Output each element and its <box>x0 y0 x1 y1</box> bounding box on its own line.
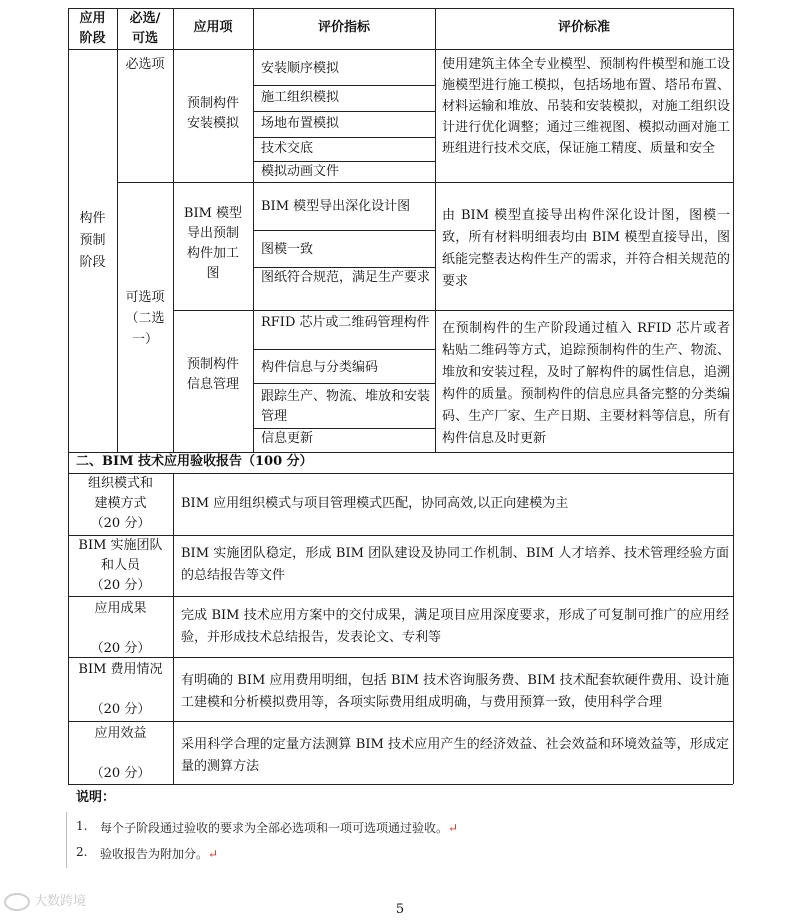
row-content: BIM 实施团队稳定，形成 BIM 团队建设及协同工作机制、BIM 人才培养、技术管理经验方面的总结报告等文件 <box>181 546 729 583</box>
row-content: 完成 BIM 技术应用方案中的交付成果，满足项目应用深度要求，形成了可复制可推广的应用经验，并形成技术总结报告，发表论文、专利等 <box>181 608 729 645</box>
row-label: 组织模式和 建模方式 （20 分） <box>87 476 153 531</box>
indicator-row: 图纸符合规范，满足生产要求 <box>261 270 431 285</box>
row-label: 应用效益 （20 分） <box>90 726 151 781</box>
header-stage: 应用 阶段 <box>79 11 106 46</box>
indicator-row: RFID 芯片或二维码管理构件 <box>261 315 430 330</box>
header-required: 必选/ 可选 <box>129 11 161 46</box>
standard-text: 使用建筑主体全专业模型、预制构件模型和施工设施模型进行施工模拟，包括场地布置、塔吊布置、材料运输和堆放、吊装和安装模拟，对施工组织设计进行优化调整；通过三维视图、模拟动画对施工班组进行技术交底，保证施工精度、质量和安全 <box>442 57 730 156</box>
item-bim-export: BIM 模型 导出预制 构件加工 图 <box>183 206 243 281</box>
indicator-row: BIM 模型导出深化设计图 <box>261 199 411 214</box>
optional-label: 可选项 （二选 一） <box>125 290 165 347</box>
indicator-row: 图模一致 <box>261 242 314 257</box>
stage-label: 构件 预制 阶段 <box>79 211 106 270</box>
note-text: 每个子阶段通过验收的要求为全部必选项和一项可选项通过验收。↵ <box>100 821 459 835</box>
watermark-logo-icon <box>4 893 30 911</box>
row-content: 有明确的 BIM 应用费用明细，包括 BIM 技术咨询服务费、BIM 技术配套软硬件费用、设计施工建模和分析模拟费用等，各项实际费用组成明确，与费用预算一致，使用科学合理 <box>181 673 729 710</box>
watermark: 大数跨境 <box>4 890 86 911</box>
row-content: 采用科学合理的定量方法测算 BIM 技术应用产生的经济效益、社会效益和环境效益等，形成定量的测算方法 <box>181 737 729 774</box>
page-number: 5 <box>395 902 405 917</box>
standard-text: 在预制构件的生产阶段通过植入 RFID 芯片或者粘贴二维码等方式，追踪预制构件的生产、物流、堆放和安装过程，及时了解构件的属性信息，追溯构件的质量。预制构件的信息应具备完整的分类编码、生产厂家、生产日期、主要材料等信息，所有构件信息及时更新 <box>442 321 730 446</box>
indicator-row: 模拟动画文件 <box>261 164 340 179</box>
header-standard: 评价标准 <box>557 20 610 35</box>
indicator-row: 场地布置模拟 <box>261 116 340 131</box>
required-label: 必选项 <box>125 57 165 72</box>
item-info-mgmt: 预制构件 信息管理 <box>186 357 239 392</box>
indicator-row: 跟踪生产、物流、堆放和安装管理 <box>261 389 431 424</box>
row-label: 应用成果 （20 分） <box>90 601 151 656</box>
indicator-row: 安装顺序模拟 <box>261 61 340 76</box>
row-label: BIM 费用情况 （20 分） <box>78 662 163 717</box>
row-content: BIM 应用组织模式与项目管理模式匹配，协同高效,以正向建模为主 <box>181 496 569 511</box>
note-text: 验收报告为附加分。↵ <box>100 847 219 861</box>
note-number: 1. <box>76 819 88 833</box>
standard-text: 由 BIM 模型直接导出构件深化设计图，图模一致，所有材料明细表均由 BIM 模型直接导出，图纸能完整表达构件生产的需求，并符合相关规范的要求 <box>442 208 730 289</box>
indicator-row: 构件信息与分类编码 <box>261 360 379 375</box>
notes-title: 说明： <box>76 790 116 805</box>
item-install-sim: 预制构件 安装模拟 <box>186 96 239 131</box>
note-number: 2. <box>76 845 88 859</box>
indicator-row: 技术交底 <box>261 141 314 156</box>
header-indicator: 评价指标 <box>317 20 370 35</box>
header-item: 应用项 <box>193 20 233 35</box>
indicator-row: 信息更新 <box>261 431 314 446</box>
section-title: 二、BIM 技术应用验收报告（100 分） <box>76 454 313 469</box>
row-label: BIM 实施团队 和人员 （20 分） <box>78 538 163 593</box>
indicator-row: 施工组织模拟 <box>261 90 340 105</box>
